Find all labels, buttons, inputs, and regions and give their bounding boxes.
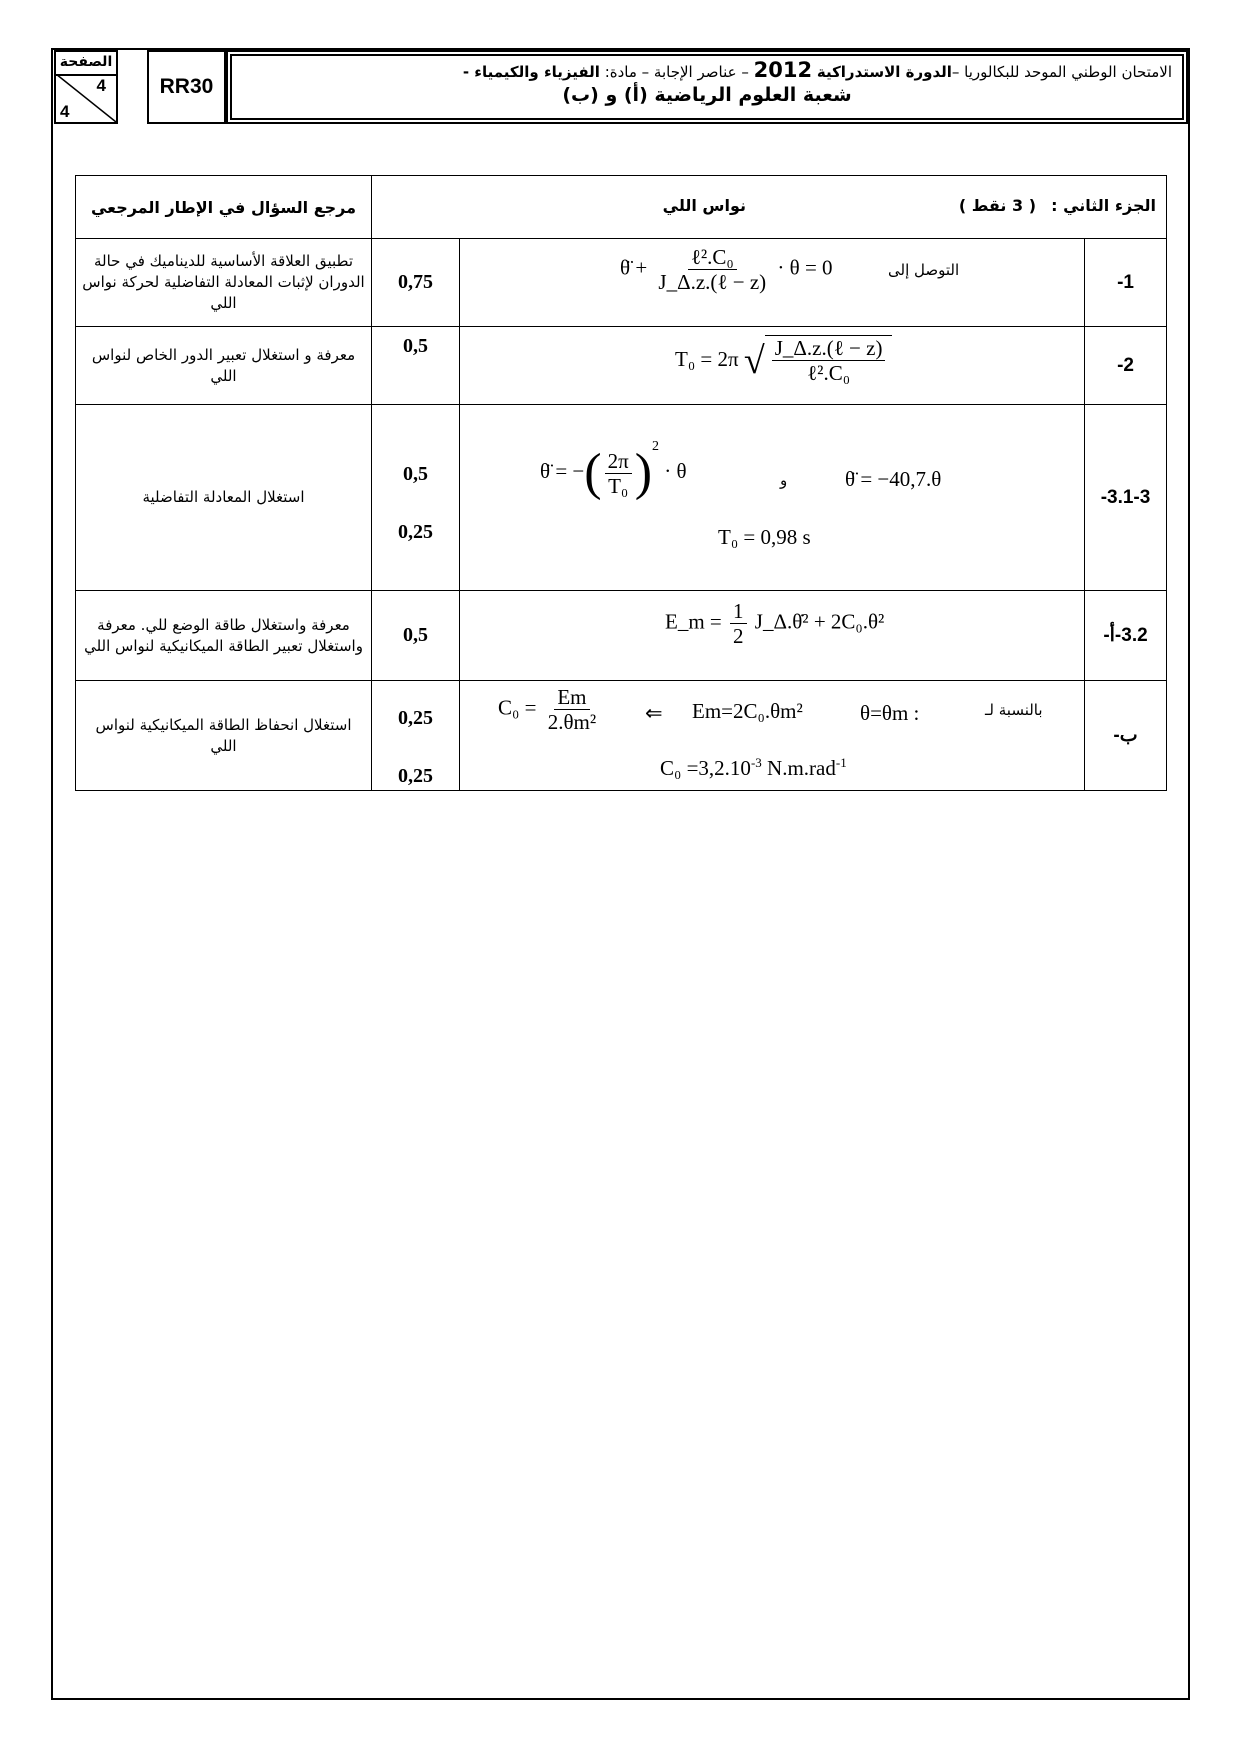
exam-title-line2: شعبة العلوم الرياضية (أ) و (ب) bbox=[562, 84, 852, 106]
eq-lhs: θ̈ + bbox=[620, 255, 648, 280]
part-points: ( 3 نقط ) bbox=[958, 196, 1037, 215]
eq-denominator: ℓ².C₀ bbox=[807, 361, 851, 385]
exam-title-box bbox=[226, 50, 1188, 124]
points-cell bbox=[372, 239, 460, 327]
points-cell bbox=[372, 327, 460, 405]
points-value: 0,25 bbox=[398, 521, 433, 543]
squared-exponent: 2 bbox=[652, 439, 660, 454]
question-number: 2- bbox=[1085, 327, 1167, 405]
part-title: الجزء الثاني : bbox=[1051, 196, 1157, 215]
eq-fraction bbox=[730, 599, 747, 648]
answer-equation-b bbox=[540, 439, 687, 502]
reference-cell: معرفة واستغلال طاقة الوضع للي. معرفة واستغلال تعبير الطاقة الميكانيكية لنواس اللي bbox=[76, 591, 372, 681]
answer-cell bbox=[460, 681, 1085, 791]
answer-equation-a: θ̈ = −40,7.θ bbox=[845, 467, 942, 491]
eq-fraction bbox=[655, 245, 769, 294]
table-row bbox=[76, 239, 1167, 327]
result-prefix: C₀ =3,2.10 bbox=[660, 756, 751, 780]
energy-equation: Em=2C₀.θm² bbox=[692, 699, 803, 723]
reference-cell: معرفة و استغلال تعبير الدور الخاص لنواس اللي bbox=[76, 327, 372, 405]
table-header-row bbox=[76, 176, 1167, 239]
page-label: الصفحة bbox=[56, 52, 116, 76]
title-year: 2012 bbox=[753, 58, 813, 82]
c0-equation bbox=[498, 685, 602, 734]
eq-numerator: J_Δ.z.(ℓ − z) bbox=[772, 336, 886, 361]
eq-fraction bbox=[605, 449, 632, 498]
answer-result: T₀ = 0,98 s bbox=[718, 525, 811, 549]
eq-lhs: T₀ = 2π bbox=[675, 346, 739, 371]
close-paren: ) bbox=[634, 444, 653, 502]
page-current: 4 bbox=[96, 76, 106, 95]
page-total: 4 bbox=[60, 102, 70, 121]
points-value: 0,5 bbox=[403, 624, 428, 646]
eq-rhs: · θ = 0 bbox=[777, 255, 833, 280]
title-subject: الفيزياء والكيمياء - bbox=[462, 63, 600, 81]
points-cell bbox=[372, 681, 460, 791]
points-value: 0,25 bbox=[398, 707, 433, 729]
eq-fraction bbox=[545, 685, 599, 734]
exam-code: RR30 bbox=[147, 50, 226, 124]
condition-equation: θ=θm : bbox=[860, 701, 920, 725]
unit-exponent: -1 bbox=[835, 755, 847, 770]
eq-lhs: θ̈ = − bbox=[540, 459, 585, 483]
answer-equation bbox=[620, 245, 833, 294]
open-paren: ( bbox=[584, 444, 602, 502]
answer-intro-text: التوصل إلى bbox=[888, 261, 960, 279]
points-value: 0,25 bbox=[398, 765, 433, 787]
points-value: 0,5 bbox=[403, 463, 428, 485]
exam-title-line1 bbox=[228, 58, 1186, 82]
eq-denominator: 2.θm² bbox=[547, 710, 597, 734]
answer-equation bbox=[665, 599, 884, 648]
eq-numerator: Em bbox=[554, 685, 589, 710]
condition-text: بالنسبة لـ bbox=[985, 701, 1043, 719]
eq-numerator: 1 bbox=[730, 599, 747, 624]
eq-rhs: · θ bbox=[664, 459, 687, 483]
conjunction: و bbox=[780, 471, 788, 489]
result-unit: N.m.rad bbox=[761, 756, 836, 780]
eq-denominator: 2 bbox=[733, 624, 744, 648]
part-topic: نواس اللي bbox=[662, 196, 747, 215]
points-value: 0,75 bbox=[398, 271, 433, 293]
answer-cell bbox=[460, 591, 1085, 681]
question-number: 3.1-3- bbox=[1085, 405, 1167, 591]
table-row bbox=[76, 405, 1167, 591]
answer-cell bbox=[460, 405, 1085, 591]
question-number: ب- bbox=[1085, 681, 1167, 791]
sqrt-sign: √ bbox=[743, 340, 765, 382]
eq-denominator: T₀ bbox=[608, 473, 629, 498]
reference-header: مرجع السؤال في الإطار المرجعي bbox=[76, 176, 372, 239]
title-part2: – عناصر الإجابة – مادة: bbox=[604, 63, 749, 81]
points-cell bbox=[372, 405, 460, 591]
page-number-box bbox=[54, 50, 118, 124]
question-number: 3.2-أ- bbox=[1085, 591, 1167, 681]
reference-cell: استغلال انحفاظ الطاقة الميكانيكية لنواس اللي bbox=[76, 681, 372, 791]
question-number: 1- bbox=[1085, 239, 1167, 327]
answer-equation bbox=[675, 335, 892, 387]
answer-result bbox=[660, 755, 847, 781]
title-session: الدورة الاستدراكية bbox=[816, 63, 952, 81]
eq-fraction bbox=[772, 336, 886, 385]
reference-cell: استغلال المعادلة التفاضلية bbox=[76, 405, 372, 591]
title-part1: الامتحان الوطني الموحد للبكالوريا – bbox=[951, 63, 1172, 81]
eq-denominator: J_Δ.z.(ℓ − z) bbox=[658, 270, 767, 294]
result-exponent: -3 bbox=[750, 755, 762, 770]
part-header bbox=[372, 176, 1167, 239]
table-row bbox=[76, 327, 1167, 405]
sqrt-radicand bbox=[765, 335, 893, 387]
table-row bbox=[76, 591, 1167, 681]
answer-table bbox=[75, 175, 1167, 791]
table-row bbox=[76, 681, 1167, 791]
eq-lhs: E_m = bbox=[665, 609, 722, 634]
sqrt-expression bbox=[744, 335, 893, 387]
points-cell bbox=[372, 591, 460, 681]
points-value: 0,5 bbox=[403, 335, 428, 357]
eq-numerator: ℓ².C₀ bbox=[688, 245, 737, 270]
eq-lhs: C₀ = bbox=[498, 695, 537, 720]
eq-numerator: 2π bbox=[605, 449, 632, 474]
reference-cell: تطبيق العلاقة الأساسية للديناميك في حالة الدوران لإثبات المعادلة التفاضلية لحركة نواس اللي bbox=[76, 239, 372, 327]
eq-rhs: J_Δ.θ̇² + 2C₀.θ² bbox=[754, 609, 885, 634]
answer-cell bbox=[460, 327, 1085, 405]
answer-cell bbox=[460, 239, 1085, 327]
implies-arrow: ⇐ bbox=[645, 701, 663, 725]
